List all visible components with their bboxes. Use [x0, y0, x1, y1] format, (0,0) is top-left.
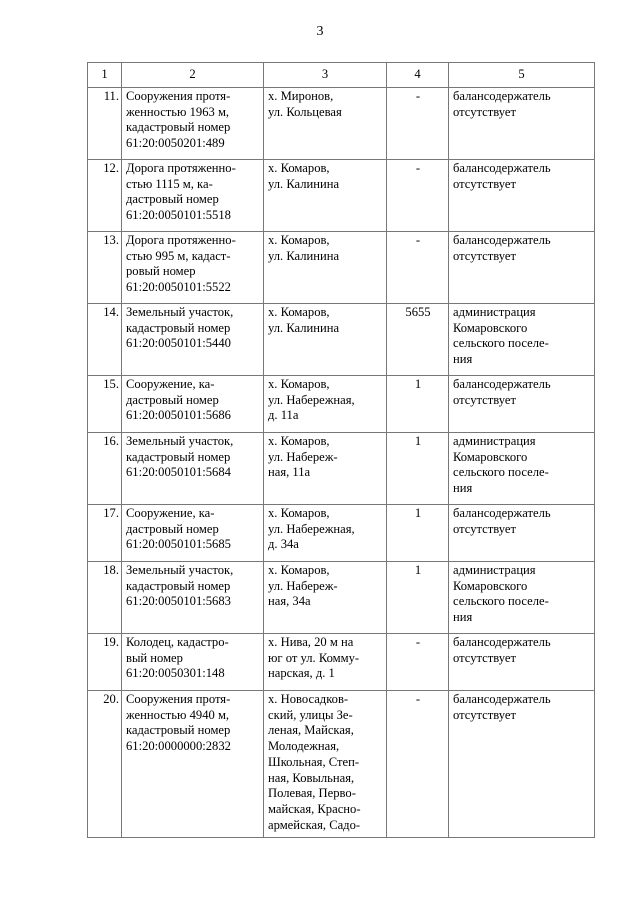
balance-holder: администрация Комаровского сельского поселе- ния [449, 562, 595, 634]
object-name: Сооружения протя- женностью 4940 м, кадастровый номер 61:20:0000000:2832 [122, 691, 264, 838]
object-name: Земельный участок, кадастровый номер 61:20:0050101:5684 [122, 433, 264, 505]
row-number: 13. [88, 232, 122, 304]
object-name: Сооружения протя- женностью 1963 м, кадастровый номер 61:20:0050201:489 [122, 88, 264, 160]
object-name: Земельный участок, кадастровый номер 61:20:0050101:5440 [122, 304, 264, 376]
object-address: х. Комаров, ул. Набережная, д. 11а [264, 376, 387, 433]
object-address: х. Комаров, ул. Набереж- ная, 11а [264, 433, 387, 505]
table-row [88, 691, 595, 838]
object-area: - [387, 691, 449, 838]
object-name: Сооружение, ка- дастровый номер 61:20:0050101:5685 [122, 505, 264, 562]
object-address: х. Комаров, ул. Набережная, д. 34а [264, 505, 387, 562]
header-cell-3: 3 [264, 63, 387, 88]
object-name: Колодец, кадастро- вый номер 61:20:0050301:148 [122, 634, 264, 691]
object-area: 1 [387, 505, 449, 562]
object-address: х. Комаров, ул. Калинина [264, 160, 387, 232]
header-row [88, 63, 595, 88]
header-cell-4: 4 [387, 63, 449, 88]
row-number: 18. [88, 562, 122, 634]
table-row [88, 562, 595, 634]
object-area: - [387, 634, 449, 691]
object-name: Земельный участок, кадастровый номер 61:20:0050101:5683 [122, 562, 264, 634]
object-name: Дорога протяженно- стью 1115 м, ка- дастровый номер 61:20:0050101:5518 [122, 160, 264, 232]
balance-holder: балансодержатель отсутствует [449, 634, 595, 691]
table-row [88, 505, 595, 562]
balance-holder: балансодержатель отсутствует [449, 691, 595, 838]
table-row [88, 88, 595, 160]
table-row [88, 232, 595, 304]
table-row [88, 634, 595, 691]
balance-holder: администрация Комаровского сельского поселе- ния [449, 433, 595, 505]
balance-holder: балансодержатель отсутствует [449, 232, 595, 304]
object-area: 1 [387, 433, 449, 505]
row-number: 17. [88, 505, 122, 562]
object-area: - [387, 232, 449, 304]
object-area: 1 [387, 562, 449, 634]
property-registry-table [87, 62, 595, 838]
object-name: Дорога протяженно- стью 995 м, кадаст- ровый номер 61:20:0050101:5522 [122, 232, 264, 304]
object-address: х. Комаров, ул. Калинина [264, 232, 387, 304]
balance-holder: балансодержатель отсутствует [449, 160, 595, 232]
row-number: 15. [88, 376, 122, 433]
row-number: 16. [88, 433, 122, 505]
object-name: Сооружение, ка- дастровый номер 61:20:0050101:5686 [122, 376, 264, 433]
balance-holder: балансодержатель отсутствует [449, 88, 595, 160]
row-number: 14. [88, 304, 122, 376]
balance-holder: администрация Комаровского сельского поселе- ния [449, 304, 595, 376]
object-address: х. Комаров, ул. Набереж- ная, 34а [264, 562, 387, 634]
row-number: 11. [88, 88, 122, 160]
row-number: 19. [88, 634, 122, 691]
header-cell-1: 1 [88, 63, 122, 88]
object-area: 1 [387, 376, 449, 433]
object-area: - [387, 160, 449, 232]
table-row [88, 376, 595, 433]
table-row [88, 433, 595, 505]
object-area: 5655 [387, 304, 449, 376]
header-cell-5: 5 [449, 63, 595, 88]
row-number: 12. [88, 160, 122, 232]
registry-body [88, 63, 595, 838]
row-number: 20. [88, 691, 122, 838]
object-area: - [387, 88, 449, 160]
header-cell-2: 2 [122, 63, 264, 88]
object-address: х. Новосадков- ский, улицы Зе- леная, Майская, Молодежная, Школьная, Степ- ная, Ковыльная, Полевая, Перво- майская, Красно- армейская, Садо- [264, 691, 387, 838]
object-address: х. Нива, 20 м на юг от ул. Комму- нарская, д. 1 [264, 634, 387, 691]
balance-holder: балансодержатель отсутствует [449, 505, 595, 562]
object-address: х. Миронов, ул. Кольцевая [264, 88, 387, 160]
object-address: х. Комаров, ул. Калинина [264, 304, 387, 376]
balance-holder: балансодержатель отсутствует [449, 376, 595, 433]
table-row [88, 304, 595, 376]
table-row [88, 160, 595, 232]
page-number: 3 [316, 24, 324, 39]
